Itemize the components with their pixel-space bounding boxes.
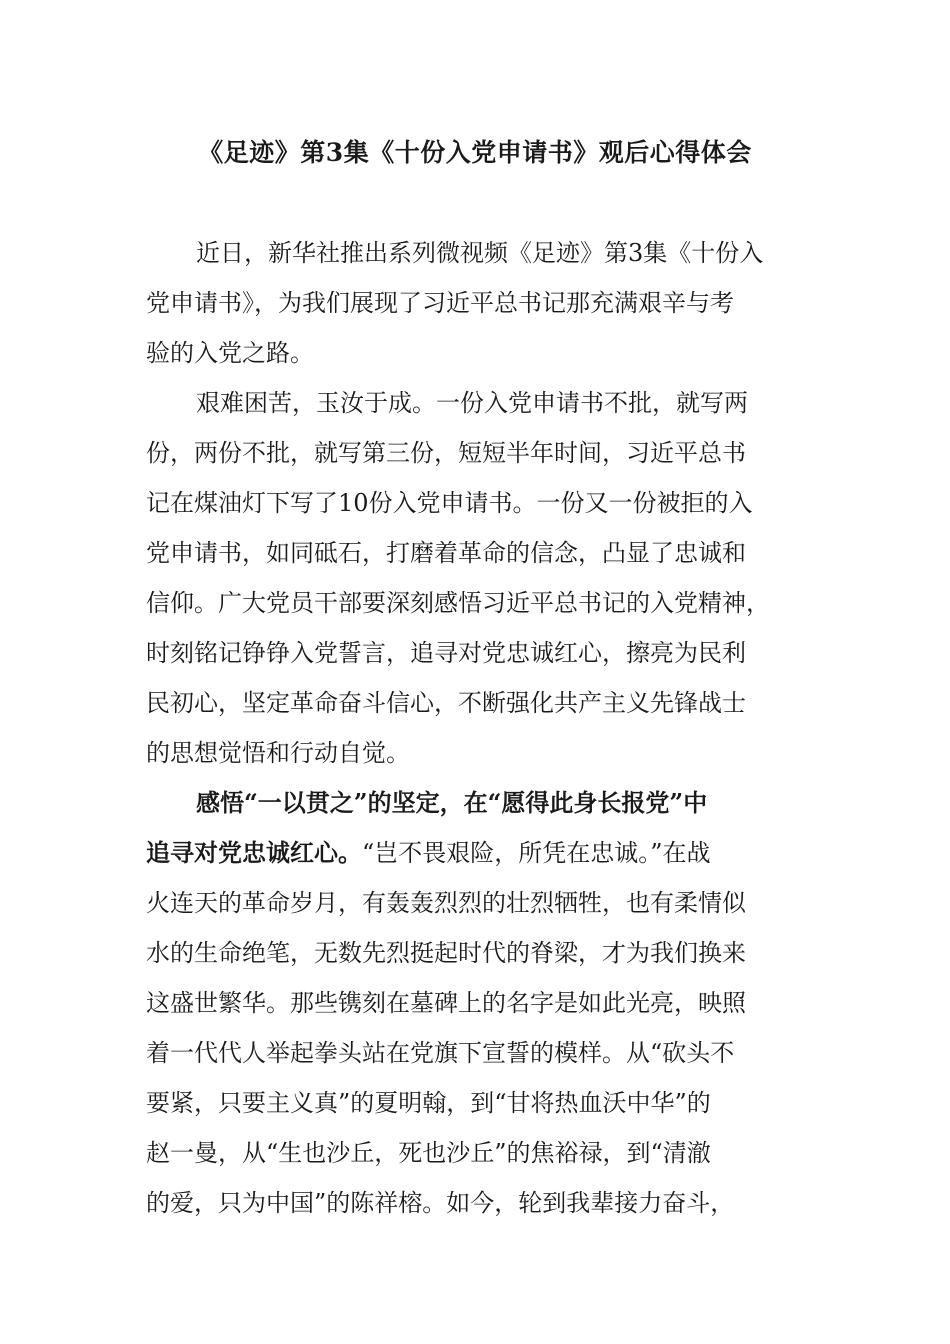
paragraph-quote: “岂不畏艰险，所凭在忠诚。”在战 bbox=[362, 839, 711, 867]
paragraph-line: 这盛世繁华。那些镌刻在墓碑上的名字是如此光亮，映照 bbox=[146, 989, 746, 1017]
paragraph-line: 水的生命绝笔，无数先烈挺起时代的脊梁，才为我们换来 bbox=[146, 939, 746, 967]
paragraph-line: 要紧，只要主义真”的夏明翰，到“甘将热血沃中华”的 bbox=[146, 1089, 711, 1117]
paragraph-line: 火连天的革命岁月，有轰轰烈烈的壮烈牺牲，也有柔情似 bbox=[146, 889, 746, 917]
paragraph-line-mixed bbox=[146, 836, 806, 870]
paragraph-line: 艰难困苦，玉汝于成。一份入党申请书不批，就写两 bbox=[196, 389, 748, 417]
paragraph-line: 近日，新华社推出系列微视频《足迹》第3集《十份入 bbox=[196, 239, 764, 267]
paragraph-line: 信仰。广大党员干部要深刻感悟习近平总书记的入党精神， bbox=[146, 589, 770, 617]
paragraph-heading-tail: 追寻对党忠诚红心。 bbox=[146, 838, 362, 867]
paragraph-line: 时刻铭记铮铮入党誓言，追寻对党忠诚红心，擦亮为民利 bbox=[146, 639, 746, 667]
paragraph-heading-line: 感悟“一以贯之”的坚定，在“愿得此身长报党”中 bbox=[196, 788, 708, 817]
paragraph-line: 验的入党之路。 bbox=[146, 339, 314, 367]
paragraph-line: 赵一曼，从“生也沙丘，死也沙丘”的焦裕禄，到“清澈 bbox=[146, 1139, 711, 1167]
document-title: 《足迹》第3集《十份入党申请书》观后心得体会 bbox=[198, 138, 752, 167]
paragraph-line: 民初心，坚定革命奋斗信心，不断强化共产主义先锋战士 bbox=[146, 689, 746, 717]
paragraph-line: 着一代代人举起拳头站在党旗下宣誓的模样。从“砍头不 bbox=[146, 1039, 735, 1067]
paragraph-line: 记在煤油灯下写了10份入党申请书。一份又一份被拒的入 bbox=[146, 489, 753, 517]
paragraph-line: 党申请书》，为我们展现了习近平总书记那充满艰辛与考 bbox=[146, 289, 734, 317]
paragraph-line: 的思想觉悟和行动自觉。 bbox=[146, 739, 410, 767]
paragraph-line: 份，两份不批，就写第三份，短短半年时间，习近平总书 bbox=[146, 439, 746, 467]
paragraph-line: 党申请书，如同砥石，打磨着革命的信念，凸显了忠诚和 bbox=[146, 539, 746, 567]
paragraph-line: 的爱，只为中国”的陈祥榕。如今，轮到我辈接力奋斗， bbox=[146, 1189, 735, 1217]
